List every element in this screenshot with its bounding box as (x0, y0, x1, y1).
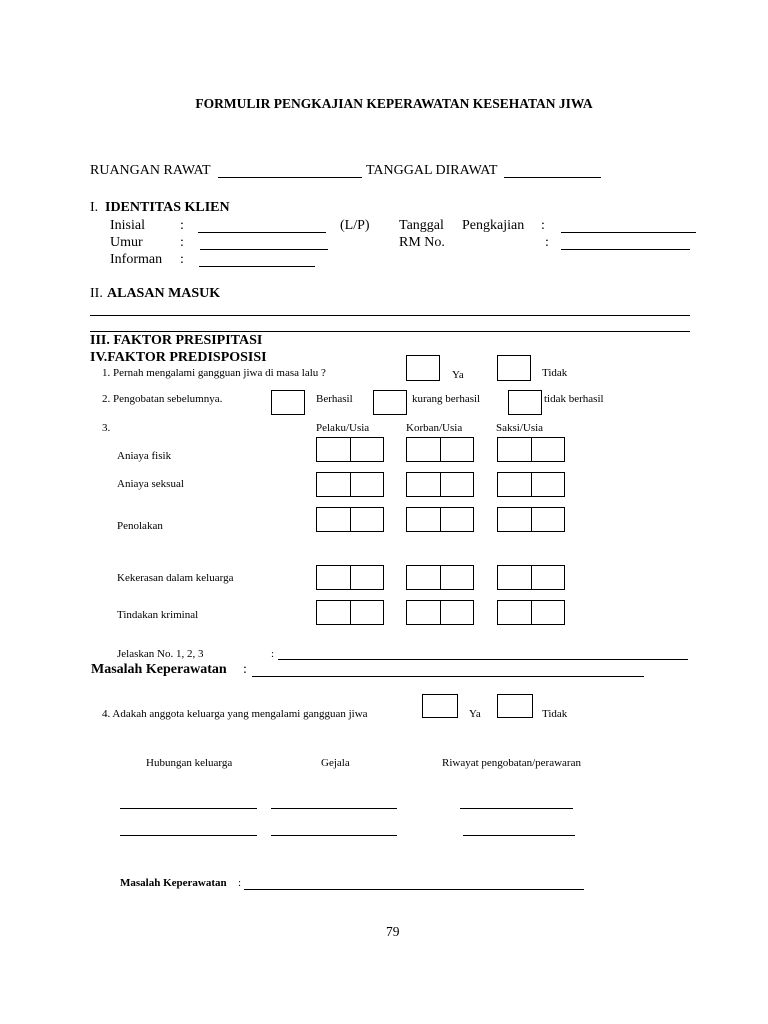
hubungan-field[interactable] (120, 808, 257, 809)
q4-no-checkbox[interactable] (497, 694, 533, 718)
q4-no-label: Tidak (542, 708, 568, 720)
informan-field[interactable] (199, 266, 315, 267)
row-label: Aniaya fisik (117, 450, 172, 462)
saksi-box[interactable] (497, 565, 565, 590)
jelaskan-field[interactable] (278, 659, 688, 660)
inisial-field[interactable] (198, 232, 326, 233)
colon: : (238, 877, 242, 889)
rm-label: RM No. (399, 235, 445, 250)
pelaku-box[interactable] (316, 507, 384, 532)
q1-no-label: Tidak (542, 367, 568, 379)
tanggal-label: Tanggal (399, 218, 444, 233)
fam-col-gejala: Gejala (321, 757, 350, 769)
q4-text: 4. Adakah anggota keluarga yang mengalami gangguan jiwa (102, 708, 368, 720)
section1-heading: IDENTITAS KLIEN (105, 200, 230, 215)
lp-label: (L/P) (340, 218, 370, 233)
row-label: Penolakan (117, 520, 163, 532)
q4-yes-label: Ya (469, 708, 481, 720)
pelaku-box[interactable] (316, 565, 384, 590)
q1-yes-label: Ya (452, 369, 464, 381)
q2-kurang-checkbox[interactable] (373, 390, 407, 415)
fam-col-riwayat: Riwayat pengobatan/perawaran (442, 757, 581, 769)
form-title: FORMULIR PENGKAJIAN KEPERAWATAN KESEHATAN JIWA (195, 96, 593, 111)
ruangan-field[interactable] (218, 177, 362, 178)
colon: : (180, 218, 184, 233)
q1-yes-checkbox[interactable] (406, 355, 440, 381)
section2-heading: ALASAN MASUK (107, 286, 221, 301)
masalah2-field[interactable] (244, 889, 584, 890)
gejala-field[interactable] (271, 808, 397, 809)
q2-tidak-checkbox[interactable] (508, 390, 542, 415)
gejala-field[interactable] (271, 835, 397, 836)
section2-numeral: II. (90, 286, 103, 301)
row-label: Aniaya seksual (117, 478, 184, 490)
masalah-label: Masalah Keperawatan (91, 662, 227, 677)
hubungan-field[interactable] (120, 835, 257, 836)
section3-heading: III. FAKTOR PRESIPITASI (90, 333, 263, 348)
saksi-box[interactable] (497, 472, 565, 497)
masalah2-label: Masalah Keperawatan (120, 877, 227, 889)
colon: : (180, 235, 184, 250)
umur-field[interactable] (200, 249, 328, 250)
jelaskan-label: Jelaskan No. 1, 2, 3 (117, 648, 204, 660)
q2-berhasil-label: Berhasil (316, 393, 353, 405)
riwayat-field[interactable] (463, 835, 575, 836)
colon: : (545, 235, 549, 250)
pelaku-box[interactable] (316, 437, 384, 462)
informan-label: Informan (110, 252, 163, 267)
tanggal-dirawat-field[interactable] (504, 177, 601, 178)
colon: : (541, 218, 545, 233)
alasan-masuk-line[interactable] (90, 331, 690, 332)
pelaku-box[interactable] (316, 600, 384, 625)
section1-numeral: I. (90, 200, 99, 215)
umur-label: Umur (110, 235, 143, 250)
tanggal-pengkajian-field[interactable] (561, 232, 696, 233)
masalah-field[interactable] (252, 676, 644, 677)
row-label: Kekerasan dalam keluarga (117, 572, 234, 584)
rm-field[interactable] (561, 249, 690, 250)
row-label: Tindakan kriminal (117, 609, 199, 621)
colon: : (180, 252, 184, 267)
inisial-label: Inisial (110, 218, 145, 233)
q4-yes-checkbox[interactable] (422, 694, 458, 718)
colon: : (243, 662, 247, 677)
alasan-masuk-line[interactable] (90, 315, 690, 316)
q1-text: 1. Pernah mengalami gangguan jiwa di masa lalu ? (102, 367, 326, 379)
q2-berhasil-checkbox[interactable] (271, 390, 305, 415)
pengkajian-label: Pengkajian (462, 218, 525, 233)
q1-no-checkbox[interactable] (497, 355, 531, 381)
q2-text: 2. Pengobatan sebelumnya. (102, 393, 223, 405)
korban-box[interactable] (406, 600, 474, 625)
q2-kurang-label: kurang berhasil (412, 393, 481, 405)
section4-heading: IV.FAKTOR PREDISPOSISI (90, 350, 267, 365)
col-saksi: Saksi/Usia (496, 422, 544, 434)
korban-box[interactable] (406, 565, 474, 590)
ruangan-label: RUANGAN RAWAT (90, 163, 211, 178)
saksi-box[interactable] (497, 437, 565, 462)
saksi-box[interactable] (497, 507, 565, 532)
korban-box[interactable] (406, 437, 474, 462)
riwayat-field[interactable] (460, 808, 573, 809)
pelaku-box[interactable] (316, 472, 384, 497)
col-pelaku: Pelaku/Usia (316, 422, 370, 434)
saksi-box[interactable] (497, 600, 565, 625)
q3-number: 3. (102, 422, 111, 434)
korban-box[interactable] (406, 507, 474, 532)
tanggal-dirawat-label: TANGGAL DIRAWAT (366, 163, 498, 178)
page-number: 79 (386, 924, 400, 939)
colon: : (271, 648, 275, 660)
q2-tidak-label: tidak berhasil (544, 393, 604, 405)
col-korban: Korban/Usia (406, 422, 463, 434)
fam-col-hubungan: Hubungan keluarga (146, 757, 233, 769)
korban-box[interactable] (406, 472, 474, 497)
